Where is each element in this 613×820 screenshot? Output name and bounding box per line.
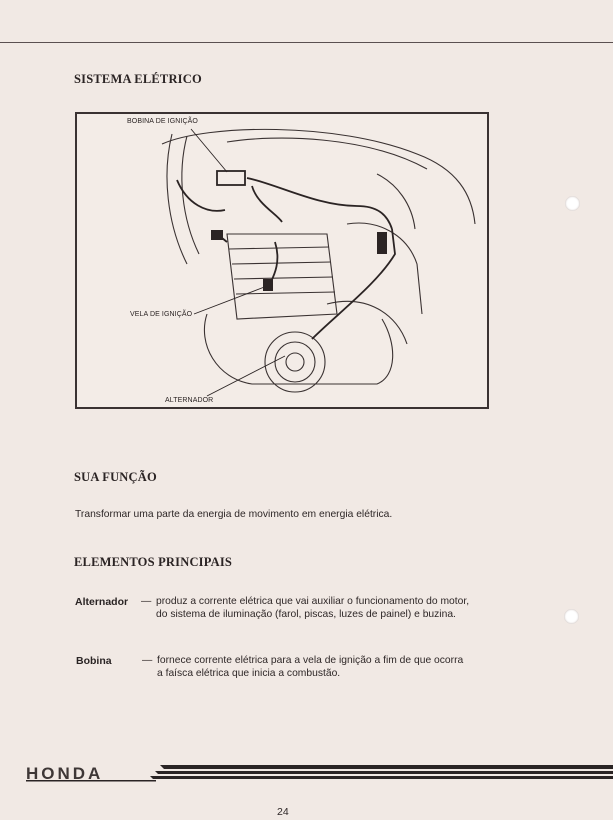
definition-line: a faísca elétrica que inicia a combustão. xyxy=(157,668,341,679)
element-term: Alternador xyxy=(75,596,129,608)
function-title: SUA FUNÇÃO xyxy=(74,470,157,484)
engine-illustration xyxy=(77,114,487,407)
section-title: SISTEMA ELÉTRICO xyxy=(74,72,202,86)
definition-line: do sistema de iluminação (farol, piscas, luzes de painel) e buzina. xyxy=(156,609,456,620)
element-definition xyxy=(157,654,463,680)
top-rule xyxy=(0,42,613,43)
function-text: Transformar uma parte da energia de movimento em energia elétrica. xyxy=(75,509,393,520)
coil-label: BOBINA DE IGNIÇÃO xyxy=(127,118,198,125)
element-term: Bobina xyxy=(76,655,112,667)
elements-title: ELEMENTOS PRINCIPAIS xyxy=(74,555,233,569)
alternator-label: ALTERNADOR xyxy=(165,397,214,404)
element-dash: — xyxy=(141,596,152,607)
element-dash: — xyxy=(142,655,153,666)
element-definition xyxy=(156,595,469,621)
plug-label: VELA DE IGNIÇÃO xyxy=(130,311,193,318)
page-number: 24 xyxy=(277,806,289,818)
binder-hole-bottom xyxy=(564,609,579,624)
definition-line: produz a corrente elétrica que vai auxiliar o funcionamento do motor, xyxy=(156,596,470,607)
binder-hole-top xyxy=(565,196,580,211)
electrical-system-figure xyxy=(75,112,489,409)
definition-line: fornece corrente elétrica para a vela de ignição a fim de que ocorra xyxy=(157,655,464,666)
honda-logo: HONDA xyxy=(26,764,104,783)
